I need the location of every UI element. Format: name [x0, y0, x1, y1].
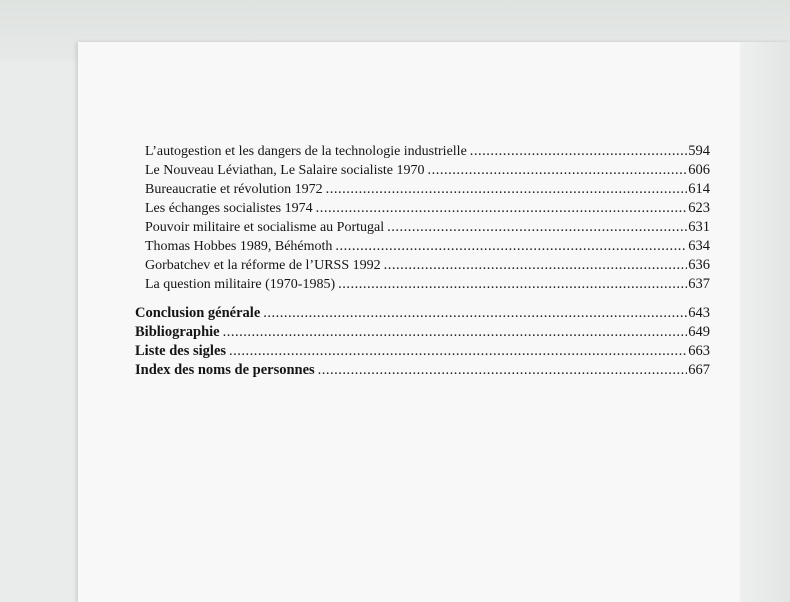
toc-entry: [135, 142, 710, 161]
toc-main-entry: [135, 323, 710, 342]
toc-entry-page: 643: [688, 305, 710, 321]
toc-entry-title: Liste des sigles: [135, 343, 227, 359]
toc-entry-page: 667: [688, 362, 710, 378]
toc-entry-page: 636: [688, 257, 710, 273]
toc-entry: [135, 180, 710, 199]
leader-dots: [263, 304, 687, 323]
toc-entry: [135, 237, 710, 256]
toc-main-entry: [135, 304, 710, 323]
toc-entry-title: Bureaucratie et révolution 1972: [145, 182, 323, 197]
toc-entry-page: 663: [688, 343, 710, 359]
toc-entry-title: Bibliographie: [135, 324, 220, 340]
toc-entry-page: 623: [688, 200, 710, 216]
toc-entry-page: 637: [688, 276, 710, 292]
toc-entry-page: 606: [688, 162, 710, 178]
page-edge: [740, 42, 790, 602]
leader-dots: [384, 256, 688, 275]
toc-entry-title: Index des noms de personnes: [135, 362, 315, 378]
leader-dots: [335, 237, 687, 256]
leader-dots: [470, 142, 687, 161]
toc-entry-title: Les échanges socialistes 1974: [145, 201, 313, 216]
leader-dots: [223, 323, 688, 342]
toc-main-entry: [135, 342, 710, 361]
toc-entry: [135, 199, 710, 218]
toc-entry: [135, 256, 710, 275]
leader-dots: [229, 342, 687, 361]
toc-entry: [135, 161, 710, 180]
toc-entry-title: La question militaire (1970-1985): [145, 277, 336, 292]
toc-entry-page: 614: [688, 181, 710, 197]
section-gap: [135, 294, 710, 304]
toc-entry-title: Pouvoir militaire et socialisme au Portugal: [145, 220, 385, 235]
leader-dots: [318, 361, 688, 380]
leader-dots: [316, 199, 688, 218]
toc-entry-title: Conclusion générale: [135, 305, 261, 321]
toc-entry-title: Gorbatchev et la réforme de l’URSS 1992: [145, 258, 381, 273]
toc-entry-page: 634: [688, 238, 710, 254]
leader-dots: [338, 275, 687, 294]
toc-entry: [135, 275, 710, 294]
toc-entry-page: 594: [688, 143, 710, 159]
toc-entry-title: L’autogestion et les dangers de la technologie industrielle: [145, 144, 467, 159]
table-of-contents: [135, 142, 710, 380]
toc-entry: [135, 218, 710, 237]
toc-entry-title: Thomas Hobbes 1989, Béhémoth: [145, 239, 333, 254]
leader-dots: [428, 161, 688, 180]
toc-entry-page: 631: [688, 219, 710, 235]
leader-dots: [326, 180, 688, 199]
toc-main-entry: [135, 361, 710, 380]
toc-entry-title: Le Nouveau Léviathan, Le Salaire socialiste 1970: [145, 163, 425, 178]
toc-entry-page: 649: [688, 324, 710, 340]
leader-dots: [387, 218, 687, 237]
